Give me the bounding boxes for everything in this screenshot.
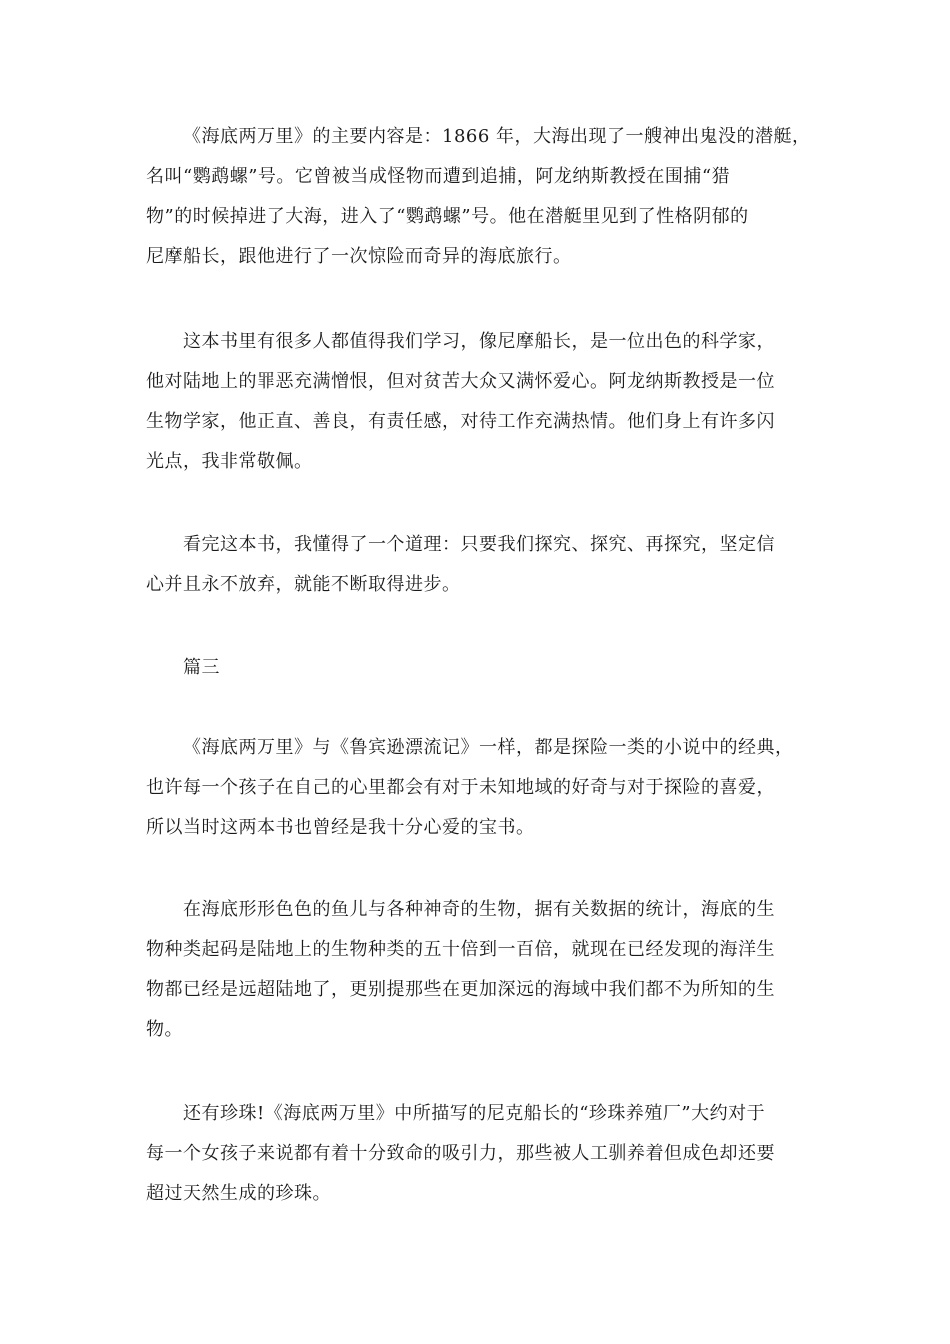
text-line: 尼摩船长，跟他进行了一次惊险而奇异的海底旅行。 bbox=[146, 246, 572, 267]
text-line: 物”的时候掉进了大海，进入了“鹦鹉螺”号。他在潜艇里见到了性格阴郁的 bbox=[146, 206, 749, 227]
text-line: 他对陆地上的罪恶充满憎恨，但对贫苦大众又满怀爱心。阿龙纳斯教授是一位 bbox=[146, 371, 775, 392]
text-line: 这本书里有很多人都值得我们学习，像尼摩船长，是一位出色的科学家， bbox=[183, 331, 775, 352]
text-line: 《海底两万里》与《鲁宾逊漂流记》一样，都是探险一类的小说中的经典， bbox=[183, 737, 794, 758]
paragraph-summary bbox=[146, 117, 822, 277]
paragraph-lesson bbox=[146, 525, 822, 605]
text-line: 《海底两万里》的主要内容是：1866 年，大海出现了一艘神出鬼没的潜艇， bbox=[183, 126, 811, 147]
paragraph-characters bbox=[146, 322, 822, 482]
heading-text: 篇三 bbox=[183, 657, 220, 678]
text-line: 物。 bbox=[146, 1019, 183, 1040]
text-line: 心并且永不放弃，就能不断取得进步。 bbox=[146, 574, 461, 595]
paragraph-pearls bbox=[146, 1094, 822, 1214]
text-line: 在海底形形色色的鱼儿与各种神奇的生物，据有关数据的统计，海底的生 bbox=[183, 899, 775, 920]
text-line: 也许每一个孩子在自己的心里都会有对于未知地域的好奇与对于探险的喜爱， bbox=[146, 777, 775, 798]
text-line: 物都已经是远超陆地了，更别提那些在更加深远的海域中我们都不为所知的生 bbox=[146, 979, 775, 1000]
text-line: 光点，我非常敬佩。 bbox=[146, 451, 313, 472]
paragraph-classics bbox=[146, 728, 822, 848]
paragraph-sea-creatures bbox=[146, 890, 822, 1050]
text-line: 超过天然生成的珍珠。 bbox=[146, 1183, 331, 1204]
text-line: 名叫“鹦鹉螺”号。它曾被当成怪物而遭到追捕，阿龙纳斯教授在围捕“猎 bbox=[146, 166, 731, 187]
text-line: 物种类起码是陆地上的生物种类的五十倍到一百倍，就现在已经发现的海洋生 bbox=[146, 939, 775, 960]
text-line: 所以当时这两本书也曾经是我十分心爱的宝书。 bbox=[146, 817, 535, 838]
text-line: 生物学家，他正直、善良，有责任感，对待工作充满热情。他们身上有许多闪 bbox=[146, 411, 775, 432]
section-heading bbox=[146, 648, 822, 688]
text-line: 每一个女孩子来说都有着十分致命的吸引力，那些被人工驯养着但成色却还要 bbox=[146, 1143, 775, 1164]
text-line: 看完这本书，我懂得了一个道理：只要我们探究、探究、再探究，坚定信 bbox=[183, 534, 775, 555]
text-line: 还有珍珠!《海底两万里》中所描写的尼克船长的“珍珠养殖厂”大约对于 bbox=[183, 1103, 766, 1124]
